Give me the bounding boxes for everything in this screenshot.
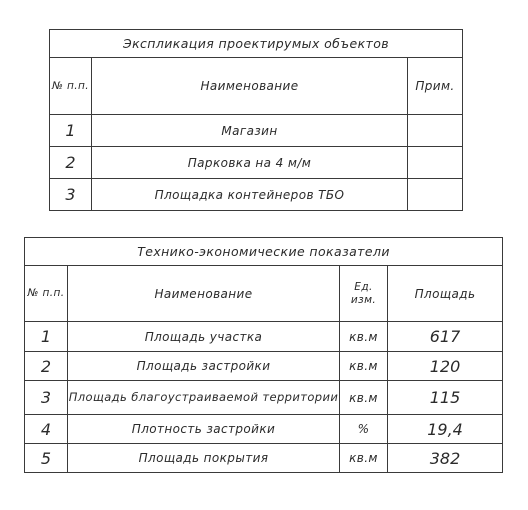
row-note xyxy=(408,179,463,211)
row-unit: кв.м xyxy=(340,444,388,473)
table-row xyxy=(25,352,503,381)
header-num: № п.п. xyxy=(25,266,68,322)
row-name: Магазин xyxy=(92,115,408,147)
indicators-title: Технико-экономические показатели xyxy=(25,238,503,266)
row-name: Площадь благоустраиваемой территории xyxy=(68,381,340,415)
row-name: Плотность застройки xyxy=(68,415,340,444)
row-value: 19,4 xyxy=(388,415,503,444)
indicators-header-row xyxy=(25,266,503,322)
row-num: 3 xyxy=(25,381,68,415)
header-name: Наименование xyxy=(68,266,340,322)
table-row xyxy=(25,322,503,352)
row-num: 3 xyxy=(50,179,92,211)
table-row xyxy=(25,444,503,473)
table-row xyxy=(25,381,503,415)
row-unit: кв.м xyxy=(340,381,388,415)
row-num: 1 xyxy=(25,322,68,352)
table-row xyxy=(50,179,463,211)
row-num: 5 xyxy=(25,444,68,473)
explication-table xyxy=(49,29,463,211)
row-value: 115 xyxy=(388,381,503,415)
table-row xyxy=(50,115,463,147)
table-row xyxy=(50,147,463,179)
indicators-table xyxy=(24,237,503,473)
row-note xyxy=(408,147,463,179)
row-name: Площадка контейнеров ТБО xyxy=(92,179,408,211)
row-name: Парковка на 4 м/м xyxy=(92,147,408,179)
row-num: 2 xyxy=(50,147,92,179)
row-unit: % xyxy=(340,415,388,444)
explication-title: Экспликация проектирумых объектов xyxy=(50,30,463,58)
row-value: 382 xyxy=(388,444,503,473)
row-name: Площадь покрытия xyxy=(68,444,340,473)
row-unit: кв.м xyxy=(340,322,388,352)
row-num: 4 xyxy=(25,415,68,444)
row-note xyxy=(408,115,463,147)
row-name: Площадь участка xyxy=(68,322,340,352)
table-row xyxy=(25,415,503,444)
header-note: Прим. xyxy=(408,58,463,115)
row-value: 617 xyxy=(388,322,503,352)
header-area: Площадь xyxy=(388,266,503,322)
header-unit: Ед. изм. xyxy=(340,266,388,322)
row-num: 1 xyxy=(50,115,92,147)
header-num: № п.п. xyxy=(50,58,92,115)
row-num: 2 xyxy=(25,352,68,381)
explication-header-row xyxy=(50,58,463,115)
header-name: Наименование xyxy=(92,58,408,115)
row-unit: кв.м xyxy=(340,352,388,381)
row-name: Площадь застройки xyxy=(68,352,340,381)
row-value: 120 xyxy=(388,352,503,381)
